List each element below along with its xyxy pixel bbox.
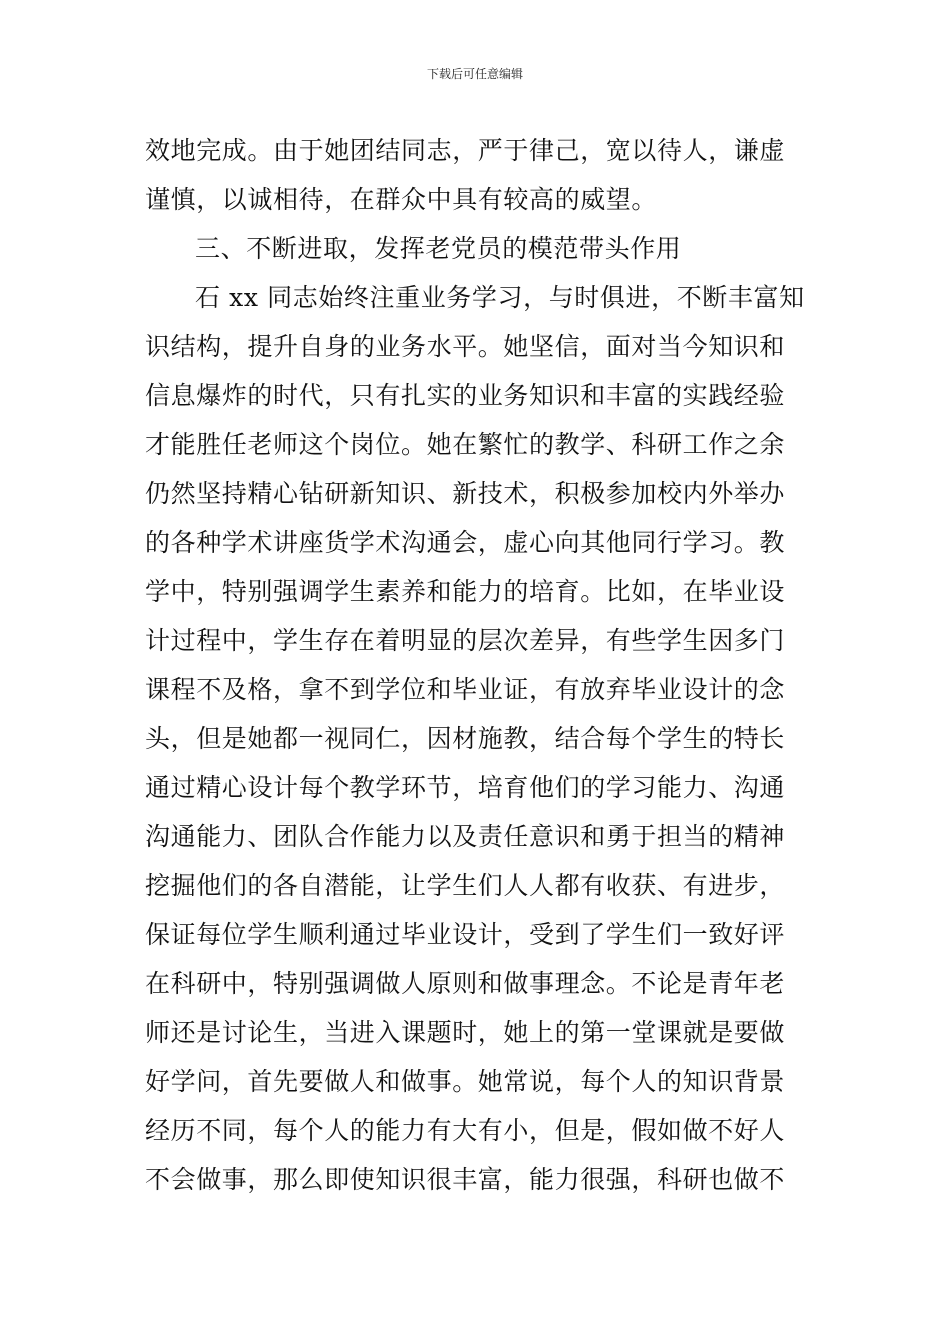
text-line: 沟通能力、团队合作能力以及责任意识和勇于担当的精神 [145, 822, 786, 851]
text-line: 保证每位学生顺利通过毕业设计，受到了学生们一致好评 [145, 920, 786, 949]
text-line: 识结构，提升自身的业务水平。她坚信，面对当今知识和 [145, 332, 786, 361]
text-line: 经历不同，每个人的能力有大有小，但是，假如做不好人 [145, 1116, 786, 1145]
text-line: 才能胜任老师这个岗位。她在繁忙的教学、科研工作之余 [145, 430, 786, 459]
text-line: 仍然坚持精心钻研新知识、新技术，积极参加校内外举办 [145, 479, 786, 508]
text-line: 计过程中，学生存在着明显的层次差异，有些学生因多门 [145, 626, 786, 655]
text-line: 通过精心设计每个教学环节，培育他们的学习能力、沟通 [145, 773, 786, 802]
document-body [145, 126, 815, 1204]
text-line: 课程不及格，拿不到学位和毕业证，有放弃毕业设计的念 [145, 675, 786, 704]
text-line: 头，但是她都一视同仁，因材施教，结合每个学生的特长 [145, 724, 786, 753]
text-line: 的各种学术讲座货学术沟通会，虚心向其他同行学习。教 [145, 528, 786, 557]
text-line: 效地完成。由于她团结同志，严于律己，宽以待人，谦虚 [145, 136, 786, 165]
section-heading: 三、不断进取，发挥老党员的模范带头作用 [195, 234, 682, 263]
text-line: 好学问，首先要做人和做事。她常说，每个人的知识背景 [145, 1067, 786, 1096]
text-line: 信息爆炸的时代，只有扎实的业务知识和丰富的实践经验 [145, 381, 786, 410]
text-line: 石 xx 同志始终注重业务学习，与时俱进，不断丰富知 [195, 283, 805, 312]
text-line: 挖掘他们的各自潜能，让学生们人人都有收获、有进步， [145, 871, 786, 900]
text-line: 学中，特别强调学生素养和能力的培育。比如，在毕业设 [145, 577, 786, 606]
text-line: 师还是讨论生，当进入课题时，她上的第一堂课就是要做 [145, 1018, 786, 1047]
text-line: 在科研中，特别强调做人原则和做事理念。不论是青年老 [145, 969, 786, 998]
page-header: 下载后可任意编辑 [426, 67, 523, 81]
text-line: 谨慎，以诚相待，在群众中具有较高的威望。 [145, 185, 658, 214]
text-line: 不会做事，那么即使知识很丰富，能力很强，科研也做不 [145, 1165, 786, 1194]
